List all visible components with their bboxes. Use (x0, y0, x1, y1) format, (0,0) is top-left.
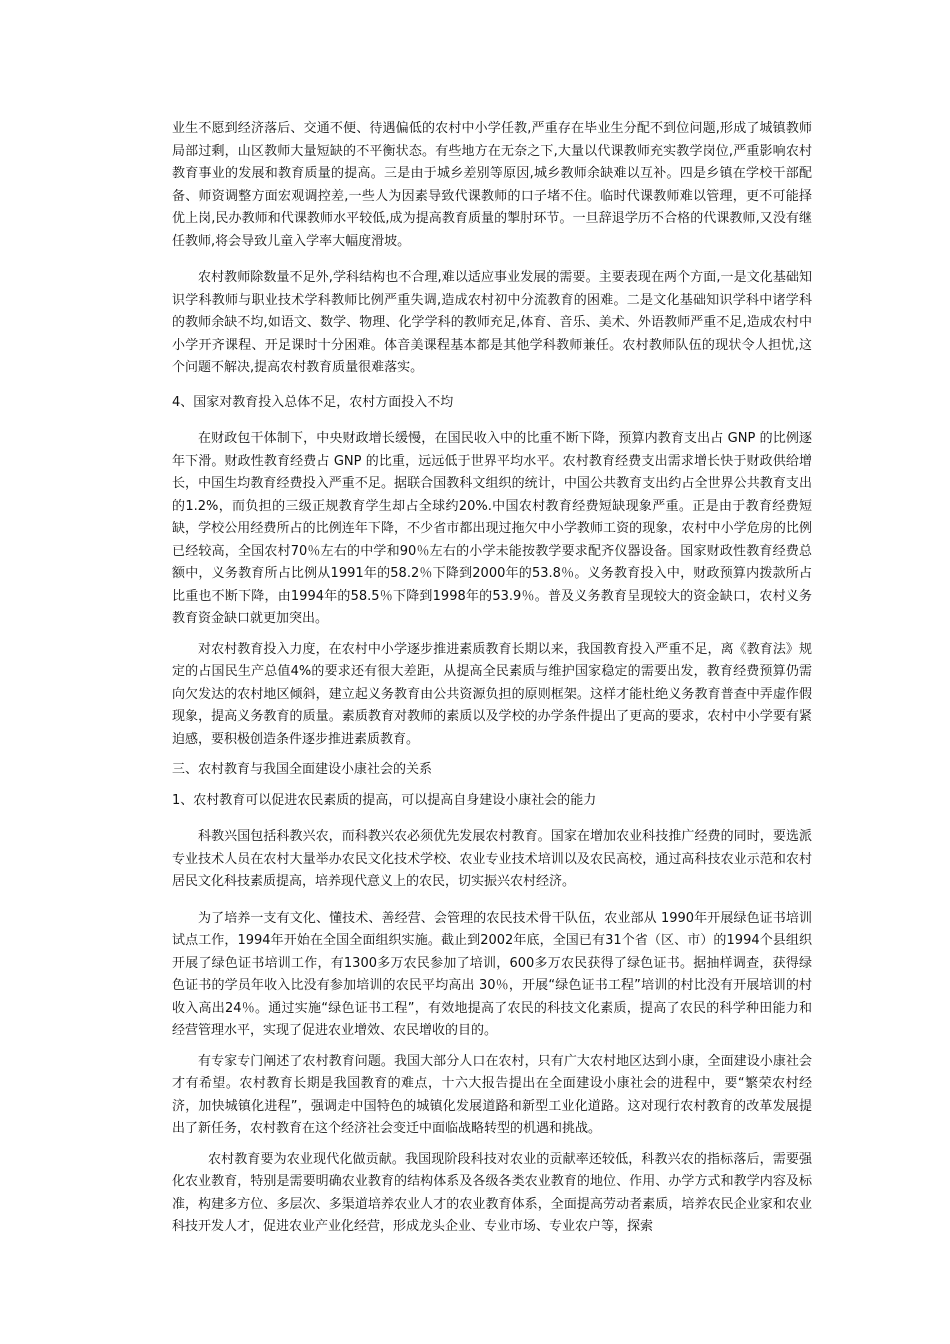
paragraph-investment-strength: 对农村教育投入力度，在农村中小学逐步推进素质教育长期以来，我国教育投入严重不足，离《教育法》规定的占国民生产总值4%的要求还有很大差距，从提高全民素质与维护国家稳定的需要出发，教育经费预算仍需向欠发达的农村地区倾斜，建立起义务教育由公共资源负担的原则框架。这样才能杜绝义务教育普查中弄虚作假现象，提高义务教育的质量。素质教育对教师的素质以及学校的办学条件提出了更高的要求，农村中小学要有紧迫感，要积极创造条件逐步推进素质教育。 (172, 641, 812, 747)
paragraph-subject-structure: 农村教师除数量不足外,学科结构也不合理,难以适应事业发展的需要。主要表现在两个方面,一是文化基础知识学科教师与职业技术学科教师比例严重失调,造成农村初中分流教育的困难。二是文化基础知识学科中诸学科的教师余缺不均,如语文、数学、物理、化学学科的教师充足,体育、音乐、美术、外语教师严重不足,造成农村中小学开齐课程、开足课时十分困难。体音美课程基本都是其他学科教师兼任。农村教师队伍的现状令人担忧,这个问题不解决,提高农村教育质量很难落实。 (172, 270, 812, 375)
paragraph-fiscal-investment: 在财政包干体制下，中央财政增长缓慢，在国民收入中的比重不断下降，预算内教育支出占 GNP 的比例逐年下滑。财政性教育经费占 GNP 的比重，远远低于世界平均水平。农村教育经费支出需求增长快于财政供给增长，中国生均教育经费投入严重不足。据联合国教科文组织的统计，中国公共教育支出约占全世界公共教育支出的1.2%，而负担的三级正规教育学生却占全球约20%.中国农村教育经费短缺现象严重。正是由于教育经费短缺，学校公用经费所占的比例连年下降，不少省市都出现过拖欠中小学教师工资的现象，农村中小学危房的比例已经较高，全国农村70％左右的中学和90％左右的小学未能按教学要求配齐仪器设备。国家财政性教育经费总额中，义务教育所占比例从1991年的58.2％下降到2000年的53.8％。义务教育投入中，财政预算内拨款所占比重也不断下降，由1994年的58.5％下降到1998年的53.9％。普及义务教育呈现较大的资金缺口，农村义务教育资金缺口就更加突出。 (172, 431, 812, 626)
paragraph-teacher-distribution: 业生不愿到经济落后、交通不便、待遇偏低的农村中小学任教,严重存在毕业生分配不到位问题,形成了城镇教师局部过剩，山区教师大量短缺的不平衡状态。有些地方在无奈之下,大量以代课教师充实教学岗位,严重影响农村教育事业的发展和教育质量的提高。三是由于城乡差别等原因,城乡教师余缺难以互补。四是乡镇在学校干部配备、师资调整方面宏观调控差,一些人为因素导致代课教师的口子堵不住。临时代课教师难以管理，更不可能择优上岗,民办教师和代课教师水平较低,成为提高教育质量的掣肘环节。一旦辞退学历不合格的代课教师,又没有继任教师,将会导致儿童入学率大幅度滑坡。 (172, 121, 812, 249)
paragraph-science-agriculture: 科教兴国包括科教兴农，而科教兴农必须优先发展农村教育。国家在增加农业科技推广经费的同时，要选派专业技术人员在农村大量举办农民文化技术学校、农业专业技术培训以及农民高校，通过高科技农业示范和农村居民文化科技素质提高，培养现代意义上的农民，切实振兴农村经济。 (172, 829, 812, 889)
paragraph-green-certificate: 为了培养一支有文化、懂技术、善经营、会管理的农民技术骨干队伍，农业部从 1990年开展绿色证书培训试点工作，1994年开始在全国全面组织实施。截止到2002年底，全国已有31个省（区、市）的1994个县组织开展了绿色证书培训工作，有1300多万农民参加了培训，600多万农民获得了绿色证书。据抽样调查，获得绿色证书的学员年收入比没有参加培训的农民平均高出 30％，开展“绿色证书工程”培训的村比没有开展培训的村收入高出24％。通过实施“绿色证书工程”，有效地提高了农民的科技文化素质，提高了农民的科学种田能力和经营管理水平，实现了促进农业增效、农民增收的目的。 (172, 910, 812, 1038)
paragraph-expert-opinion: 有专家专门阐述了农村教育问题。我国大部分人口在农村，只有广大农村地区达到小康，全面建设小康社会才有希望。农村教育长期是我国教育的难点，十六大报告提出在全面建设小康社会的进程中，要“繁荣农村经济，加快城镇化进程”，强调走中国特色的城镇化发展道路和新型工业化道路。这对现行农村教育的改革发展提出了新任务，农村教育在这个经济社会变迁中面临战略转型的机遇和挑战。 (172, 1053, 812, 1136)
section-heading-3-1: 1、农村教育可以促进农民素质的提高，可以提高自身建设小康社会的能力 (172, 792, 597, 808)
section-heading-4: 4、国家对教育投入总体不足，农村方面投入不均 (172, 394, 454, 410)
document-page (172, 118, 812, 1239)
section-heading-3: 三、农村教育与我国全面建设小康社会的关系 (172, 762, 433, 777)
paragraph-agriculture-modernization: 农村教育要为农业现代化做贡献。我国现阶段科技对农业的贡献率还较低，科教兴农的指标落后，需要强化农业教育，特别是需要明确农业教育的结构体系及各级各类农业教育的地位、作用、办学方式和教学内容及标准，构建多方位、多层次、多渠道培养农业人才的农业教育体系，全面提高劳动者素质，培养农民企业家和农业科技开发人才，促进农业产业化经营，形成龙头企业、专业市场、专业农户等，探索 (172, 1151, 812, 1234)
